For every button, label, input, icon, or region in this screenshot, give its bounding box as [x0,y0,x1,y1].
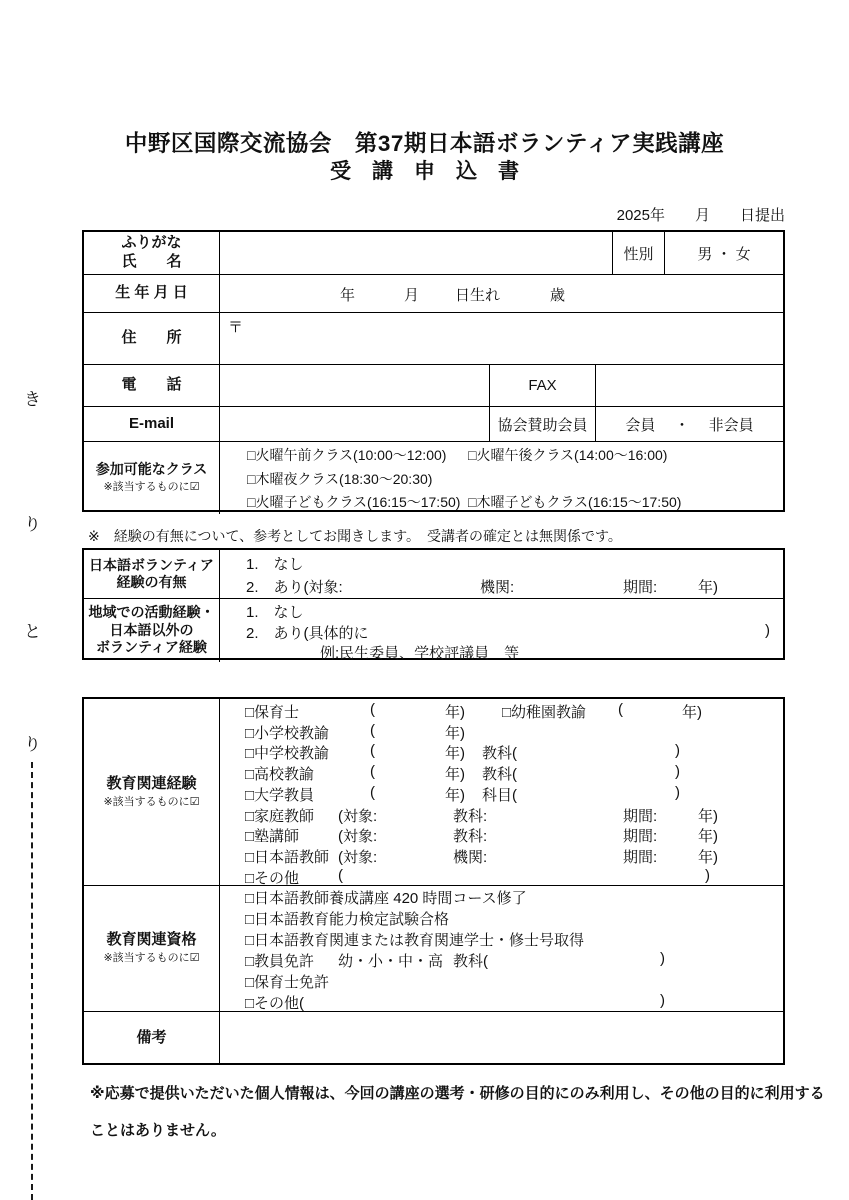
label-supporting-member: 協会賛助会員 [490,407,596,441]
form-text: 1. なし [246,604,304,621]
page-title: 中野区国際交流協会 第37期日本語ボランティア実践講座 [124,131,725,156]
form-text: 年) [698,828,718,846]
form-text: 年) [445,766,465,784]
row-jp-volunteer-experience [84,550,783,599]
privacy-note-line2: ことはありません。 [90,1122,226,1139]
form-text: 年 [340,287,356,304]
form-text: ( [370,701,375,718]
form-text: 日生れ [455,287,501,304]
row-address [84,313,783,365]
education-experience-options [220,699,783,885]
label-jp-volunteer-experience [84,550,220,598]
education-table [82,697,785,1065]
label-education-experience-text: 教育関連経験 [106,774,197,792]
checkbox-option: □火曜午後クラス(14:00～16:00) [468,447,668,463]
form-text: 年) [698,579,718,596]
form-text: 期間: [623,848,658,866]
form-text: ( [370,783,375,801]
label-remarks [84,1012,220,1065]
form-text: 機関: [480,579,515,596]
address-field-area [220,313,783,364]
label-education-qualifications-text: 教育関連資格 [106,931,197,949]
check-applicable-note: ※該当するものに☑ [103,795,200,808]
cutline-char: り [24,515,41,534]
checkbox-option: □その他 [245,869,300,887]
checkbox-option: □日本語教師養成講座 420 時間コース修了 [245,890,527,907]
checkbox-option: □高校教諭 [245,766,315,784]
form-subtitle: 受 講 申 込 書 [330,160,519,183]
form-text: 年) [698,848,718,866]
form-text: (対象: [338,807,378,825]
form-text: ) [675,783,680,801]
form-text: ) [675,742,680,760]
checkbox-option: □日本語教師 [245,848,330,866]
community-experience-options [220,599,783,662]
check-applicable-note: ※該当するものに☑ [103,952,200,964]
education-qualifications-options [220,886,783,1011]
form-text: 科目( [482,786,517,804]
name-field-area [220,232,613,274]
cutline-char: と [24,622,41,641]
form-text: ) [765,621,770,639]
form-text: 年) [445,745,465,763]
form-text: 機関: [453,848,488,866]
checkbox-option: □家庭教師 [245,807,315,825]
label-email-text: E-mail [128,414,174,432]
form-text: 年) [682,704,702,721]
form-text: 年) [698,807,718,825]
label-line: 経験の有無 [116,574,187,590]
form-text: 年) [445,786,465,804]
row-available-classes [84,442,783,514]
class-options-area [220,442,783,514]
checkbox-option: □大学教員 [245,786,315,804]
form-text: 教科: [453,807,488,825]
email-field-area [220,407,490,441]
checkbox-option: □日本語教育能力検定試験合格 [245,911,450,928]
row-education-qualifications [84,886,783,1012]
label-address-text: 住 所 [121,329,182,347]
member-options: 会員 ・ 非会員 [625,416,754,434]
form-text: ( [618,701,623,718]
form-text: ) [705,866,710,884]
label-phone [84,365,220,406]
form-text: 教科: [453,828,488,846]
form-text: 1. なし [246,556,304,573]
form-text: (対象: [338,848,378,866]
checkbox-option: □火曜子どもクラス(16:15～17:50) [247,494,461,510]
checkbox-option: □教員免許 [245,953,315,970]
form-text: ( [370,763,375,781]
experience-table [82,548,785,660]
form-text: 期間: [623,807,658,825]
form-text: ( [338,866,343,884]
checkbox-option: □木曜子どもクラス(16:15～17:50) [468,494,682,510]
form-text: 〒 [228,319,244,336]
form-text: ) [660,992,665,1009]
label-community-experience [84,599,220,662]
label-education-qualifications [84,886,220,1011]
form-text: 年) [445,724,465,742]
label-sex: 性別 [613,232,665,274]
label-education-experience [84,699,220,885]
label-fax: FAX [490,365,596,406]
form-text: ) [675,763,680,781]
birthdate-field-area [220,275,783,312]
label-available-classes-text: 参加可能なクラス [95,461,208,478]
form-text: 期間: [623,579,658,596]
form-text: ( [370,721,375,739]
label-line: 地域での活動経験・ [88,604,215,621]
label-birthdate [84,275,220,312]
checkbox-option: □火曜午前クラス(10:00～12:00) [247,447,447,463]
checkbox-option: □小学校教諭 [245,724,330,742]
experience-note: ※ 経験の有無について、参考としてお聞きします。 受講者の確定とは無関係です。 [88,528,622,544]
row-email [84,407,783,442]
label-remarks-text: 備考 [136,1029,167,1047]
cutline-char: き [24,390,41,409]
checkbox-option: □その他( [245,995,305,1012]
label-line: 日本語ボランティア [89,556,214,573]
form-text: ( [370,742,375,760]
checkbox-option: □幼稚園教諭 [502,704,587,721]
row-name [84,232,783,275]
form-text: ) [660,950,665,967]
row-birthdate [84,275,783,313]
checkbox-option: □保育士免許 [245,974,330,991]
label-email [84,407,220,441]
form-text: 教科( [482,766,517,784]
form-text: 2. あり(対象: [246,579,343,596]
privacy-note-line1: ※応募で提供いただいた個人情報は、今回の講座の選考・研修の目的にのみ利用し、その他の目的に利用する [90,1085,825,1102]
form-text: 月 [404,287,420,304]
check-applicable-note: ※該当するものに☑ [103,480,200,493]
label-line: 日本語以外の [109,621,194,638]
form-text: 期間: [623,828,658,846]
sex-options: 男 ・ 女 [697,245,751,263]
label-available-classes [84,442,220,514]
date-line: 2025年 月 日提出 [616,207,785,224]
jp-volunteer-experience-options [220,550,783,598]
checkbox-option: □木曜夜クラス(18:30～20:30) [247,470,433,487]
cut-dashed-line [31,762,33,1200]
fax-field-area [596,365,783,406]
row-phone [84,365,783,407]
label-line: ボランティア経験 [96,639,207,656]
label-furigana-name [84,232,220,274]
checkbox-option: □塾講師 [245,828,300,846]
row-remarks [84,1012,783,1065]
label-name: 氏 名 [121,253,182,270]
phone-field-area [220,365,490,406]
checkbox-option: □保育士 [245,704,300,721]
checkbox-option: □日本語教育関連または教育関連学士・修士号取得 [245,932,585,949]
form-text: 教科( [453,953,488,970]
form-text: 教科( [482,745,517,763]
label-address [84,313,220,364]
applicant-table [82,230,785,512]
label-furigana: ふりがな [121,234,182,252]
row-community-experience [84,599,783,662]
remarks-field-area [220,1012,783,1065]
form-text: 歳 [550,287,566,304]
form-text: 例:民生委員、学校評議員 等 [320,645,520,662]
form-text: 2. あり(具体的に [246,624,369,642]
checkbox-option: □中学校教諭 [245,745,330,763]
label-birthdate-text: 生 年 月 日 [115,284,188,302]
row-education-experience [84,699,783,886]
form-text: 幼・小・中・高 [338,953,444,970]
form-text: 年) [445,704,465,721]
label-phone-text: 電 話 [121,376,182,394]
form-text: (対象: [338,828,378,846]
cutline-char: り [24,735,41,754]
